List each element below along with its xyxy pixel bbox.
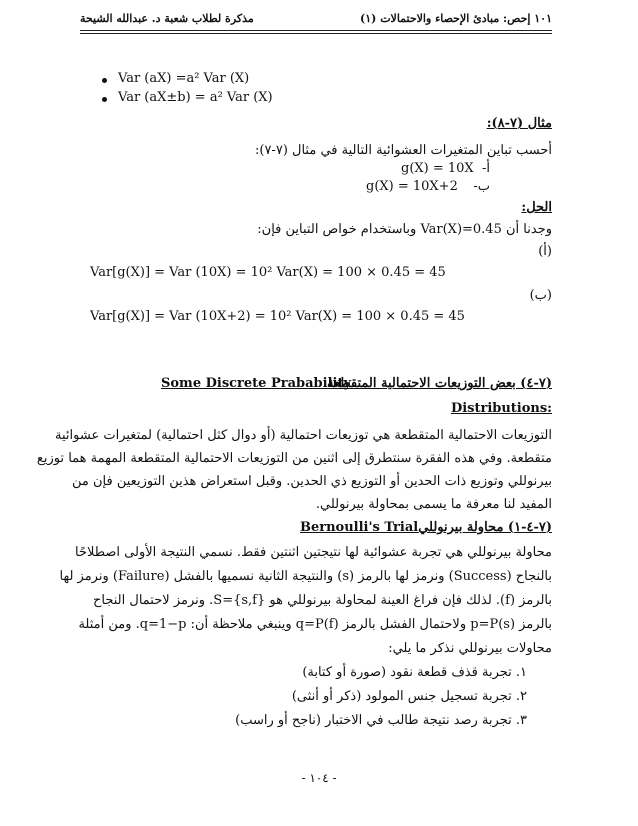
subsection-paragraph-line: محاولات بيرنوللي نذكر ما يلي:	[388, 641, 552, 656]
section-paragraph-line: بيرنوللي وتوزيع ذات الحدين أو التوزيع ذي الحدين. وقبل استعراض هذين التوزيعين فإن من	[72, 474, 552, 489]
solution-b-equation: Var[g(X)] = Var (10X+2) = 10² Var(X) = 100 × 0.45 = 45	[90, 309, 465, 324]
header-course-title: ١٠١ إحص: مبادئ الإحصاء والاحتمالات (١)	[360, 12, 552, 25]
section-paragraph-line: المفيد لنا معرفة ما يسمى بمحاولة بيرنوللي.	[315, 497, 552, 512]
section-title-english-cont: Distributions:	[450, 401, 552, 416]
example-item-b: g(X) = 10X+2	[366, 179, 458, 194]
section-title-arabic: (٧-٤) بعض التوزيعات الاحتمالية المتقطعة	[327, 376, 552, 391]
solution-a-label: (أ)	[538, 244, 552, 259]
page-number: - ١٠٤ -	[301, 771, 337, 785]
example-item-b-label: ب-	[473, 179, 490, 194]
example-title: مثال (٧-٨):	[486, 116, 552, 131]
subsection-title-english: Bernoulli's Trial	[300, 520, 419, 535]
property-line: Var (aX) =a² Var (X)	[118, 71, 250, 86]
solution-a-equation: Var[g(X)] = Var (10X) = 10² Var(X) = 100 × 0.45 = 45	[90, 265, 446, 280]
subsection-paragraph-line: بالنجاح (Success) ونرمز لها بالرمز (s) والنتيجة الثانية نسميها بالفشل (Failure) ونرمز لها	[59, 569, 552, 584]
subsection-paragraph-line: بالرمز p=P(s) ولاحتمال الفشل بالرمز q=P(f) وينبغي ملاحظة أن: q=1−p. ومن أمثلة	[78, 617, 552, 632]
example-prompt: أحسب تباين المتغيرات العشوائية التالية في مثال (٧-٧):	[254, 143, 552, 158]
example-item-a-label: أ-	[481, 161, 490, 176]
header-left-text: مذكرة لطلاب شعبة د. عبدالله الشيحة	[80, 12, 254, 25]
example-list-item: ٢. تجربة تسجيل جنس المولود (ذكر أو أنثى)	[291, 689, 527, 704]
section-paragraph-line: متقطعة. وفي هذه الفقرة سنتطرق إلى اثنين من التوزيعات الاحتمالية المتقطعة المهمة هما توزيع	[36, 451, 552, 466]
subsection-title-arabic: (٧-٤-١) محاولة بيرنوللي	[418, 520, 552, 535]
subsection-paragraph-line: بالرمز (f). لذلك فإن فراغ العينة لمحاولة بيرنوللي هو S={s,f}. ونرمز لاحتمال النجاح	[93, 593, 552, 608]
example-list-item: ٣. تجربة رصد نتيجة طالب في الاختبار (ناجح أو راسب)	[235, 713, 527, 728]
bullet-icon	[102, 97, 107, 102]
header-rule	[80, 30, 552, 31]
header-rule-thin	[80, 33, 552, 34]
example-list-item: ١. تجربة قذف قطعة نقود (صورة أو كتابة)	[302, 665, 527, 680]
solution-intro: وجدنا أن Var(X)=0.45 وباستخدام خواص التباين فإن:	[257, 222, 552, 237]
section-paragraph-line: التوزيعات الاحتمالية المتقطعة هي توزيعات احتمالية (أو دوال كثل احتمالية) لمتغيرات عشوائية	[55, 428, 552, 443]
property-line: Var (aX±b) = a² Var (X)	[118, 90, 273, 105]
subsection-paragraph-line: محاولة بيرنوللي هي تجربة عشوائية لها نتيجتين اثنتين فقط. نسمي النتيجة الأولى اصطلاحًا	[74, 545, 552, 560]
bullet-icon	[102, 78, 107, 83]
solution-b-label: (ب)	[529, 288, 552, 303]
solution-title: الحل:	[521, 200, 552, 215]
example-item-a: g(X) = 10X	[401, 161, 474, 176]
section-title-english: Some Discrete Prabability	[161, 376, 352, 391]
